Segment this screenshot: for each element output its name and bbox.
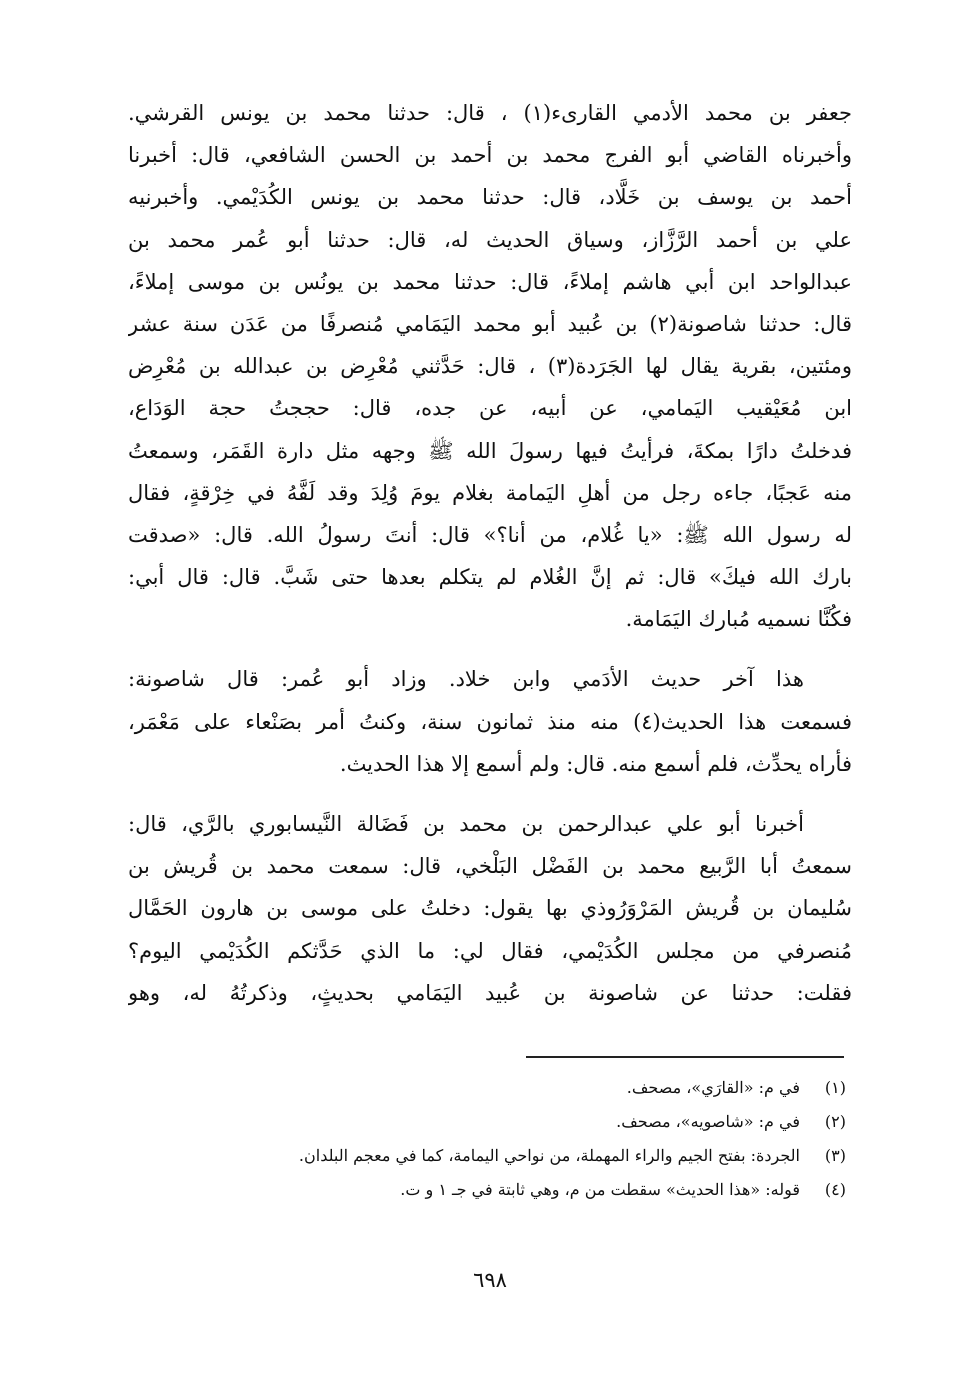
text-line: بارك الله فيكَ» قال: ثم إنَّ الغُلام لم يتكلم بعدها حتى شَبَّ. قال: قال أبي:: [128, 565, 852, 590]
text-line: فسمعت هذا الحديث(٤) منه منذ ثمانون سنة، وكنتُ أمر بصَنْعاء على مَعْمَر،: [128, 709, 852, 734]
text-line: وأخبرناه القاضي أبو الفرج محمد بن أحمد بن الحسن الشافعي، قال: أخبرنا: [128, 143, 852, 168]
text-line: جعفر بن محمد الأدمي القارىء(١) ، قال: حدثنا محمد بن يونس القرشي.: [128, 101, 852, 125]
paragraph-gap: [128, 785, 852, 803]
footnote: [128, 1070, 846, 1104]
paragraph-1: [128, 92, 852, 640]
paragraph-gap: [128, 640, 852, 658]
text-line: مُنصرفي من مجلس الكُدَيْمي، فقال لي: ما الذي حَدَّثكم الكُدَيْمي اليوم؟: [128, 938, 852, 963]
footnote: [128, 1172, 846, 1206]
footnotes: [128, 1070, 846, 1206]
footnote-number: (٤): [824, 1179, 846, 1199]
text-line: عبدالواحد ابن أبي هاشم إملاءً، قال: حدثنا محمد بن يونُس بن موسى إملاءً،: [128, 269, 852, 294]
text-line: أحمد بن يوسف بن خَلَّاد، قال: حدثنا محمد بن يونس الكُدَيْمي. وأخبرنيه: [128, 185, 852, 210]
footnote-number: (١): [824, 1077, 846, 1097]
text-line: منه عَجبًا، جاءه رجل من أهلِ اليَمامة بغلام يومَ وُلِدَ وقد لَفَّهُ في خِرْقةٍ، فقال: [128, 480, 852, 505]
text-line: فقلت: حدثنا عن شاصونة بن عُبيد اليَمَامي بحديثٍ، وذكرتُهُ له، وهو: [128, 980, 852, 1005]
text-line: سُليمان بن قُريش المَرْوَرُوذي بها يقول: دخلتُ على موسى بن هارون الحَمَّال: [128, 896, 852, 921]
text-line: ومئتين، بقرية يقال لها الجَرَدة(٣) ، قال: حَدَّثني مُعْرِض بن عبدالله بن مُعْرِض: [128, 354, 852, 379]
footnote: [128, 1138, 846, 1172]
footnote-text: الجردة: بفتح الجيم والراء المهملة، من نواحي اليمامة، كما في معجم البلدان.: [298, 1145, 800, 1165]
main-text: [128, 92, 852, 1014]
footnote: [128, 1104, 846, 1138]
footnote-text: في م: «شاصويه»، مصحف.: [616, 1111, 800, 1131]
text-line: علي بن أحمد الرَّزَّاز، وسياق الحديث له، قال: حدثنا أبو عُمر محمد بن: [128, 227, 852, 252]
footnote-number: (٣): [824, 1145, 846, 1165]
text-line: فدخلتُ دارًا بمكةَ، فرأيتُ فيها رسولَ الله ﷺ وجهه مثل دارة القَمَر، وسمعتُ: [128, 438, 852, 463]
text-line: فأراه يحدِّث، فلم أسمع منه. قال: ولم أسمع إلا هذا الحديث.: [339, 751, 852, 776]
footnote-text: في م: «القارَي»، مصحف.: [626, 1077, 800, 1097]
text-line: سمعتُ أبا الرَّبيع محمد بن الفَضْل البَلْخي، قال: سمعت محمد بن قُريش بن: [128, 854, 852, 879]
footnote-number: (٢): [824, 1111, 846, 1131]
text-line: ابن مُعَيْقيب اليَمامي، عن أبيه، عن جده، قال: حججتُ حجة الوَدَاع،: [128, 396, 852, 421]
text-line: قال: حدثنا شاصونة(٢) بن عُبيد أبو محمد اليَمَامي مُنصرفًا من عَدَن سنة عشر: [128, 311, 852, 336]
footnote-divider: [526, 1056, 844, 1058]
text-line: أخبرنا أبو علي عبدالرحمن بن محمد بن فَضَالة النَّيسابوري بالرَّي، قال:: [128, 812, 804, 836]
text-line: فكُنَّا نسميه مُبارك اليَمَامة.: [625, 607, 852, 632]
paragraph-3: [128, 803, 852, 1014]
text-line: له رسول الله ﷺ: «يا غُلام، من أنا؟» قال: أنتَ رسولُ الله. قال: «صدقت: [128, 522, 852, 547]
text-line: هذا آخر حديث الأدَمي وابن خلاد. وزاد أبو عُمر: قال شاصونة:: [128, 667, 804, 692]
footnote-text: قوله: «هذا الحديث» سقطت من م، وهي ثابتة في جـ ١ و ت.: [400, 1179, 800, 1199]
paragraph-2: [128, 658, 852, 785]
page-number: ٦٩٨: [473, 1268, 507, 1292]
